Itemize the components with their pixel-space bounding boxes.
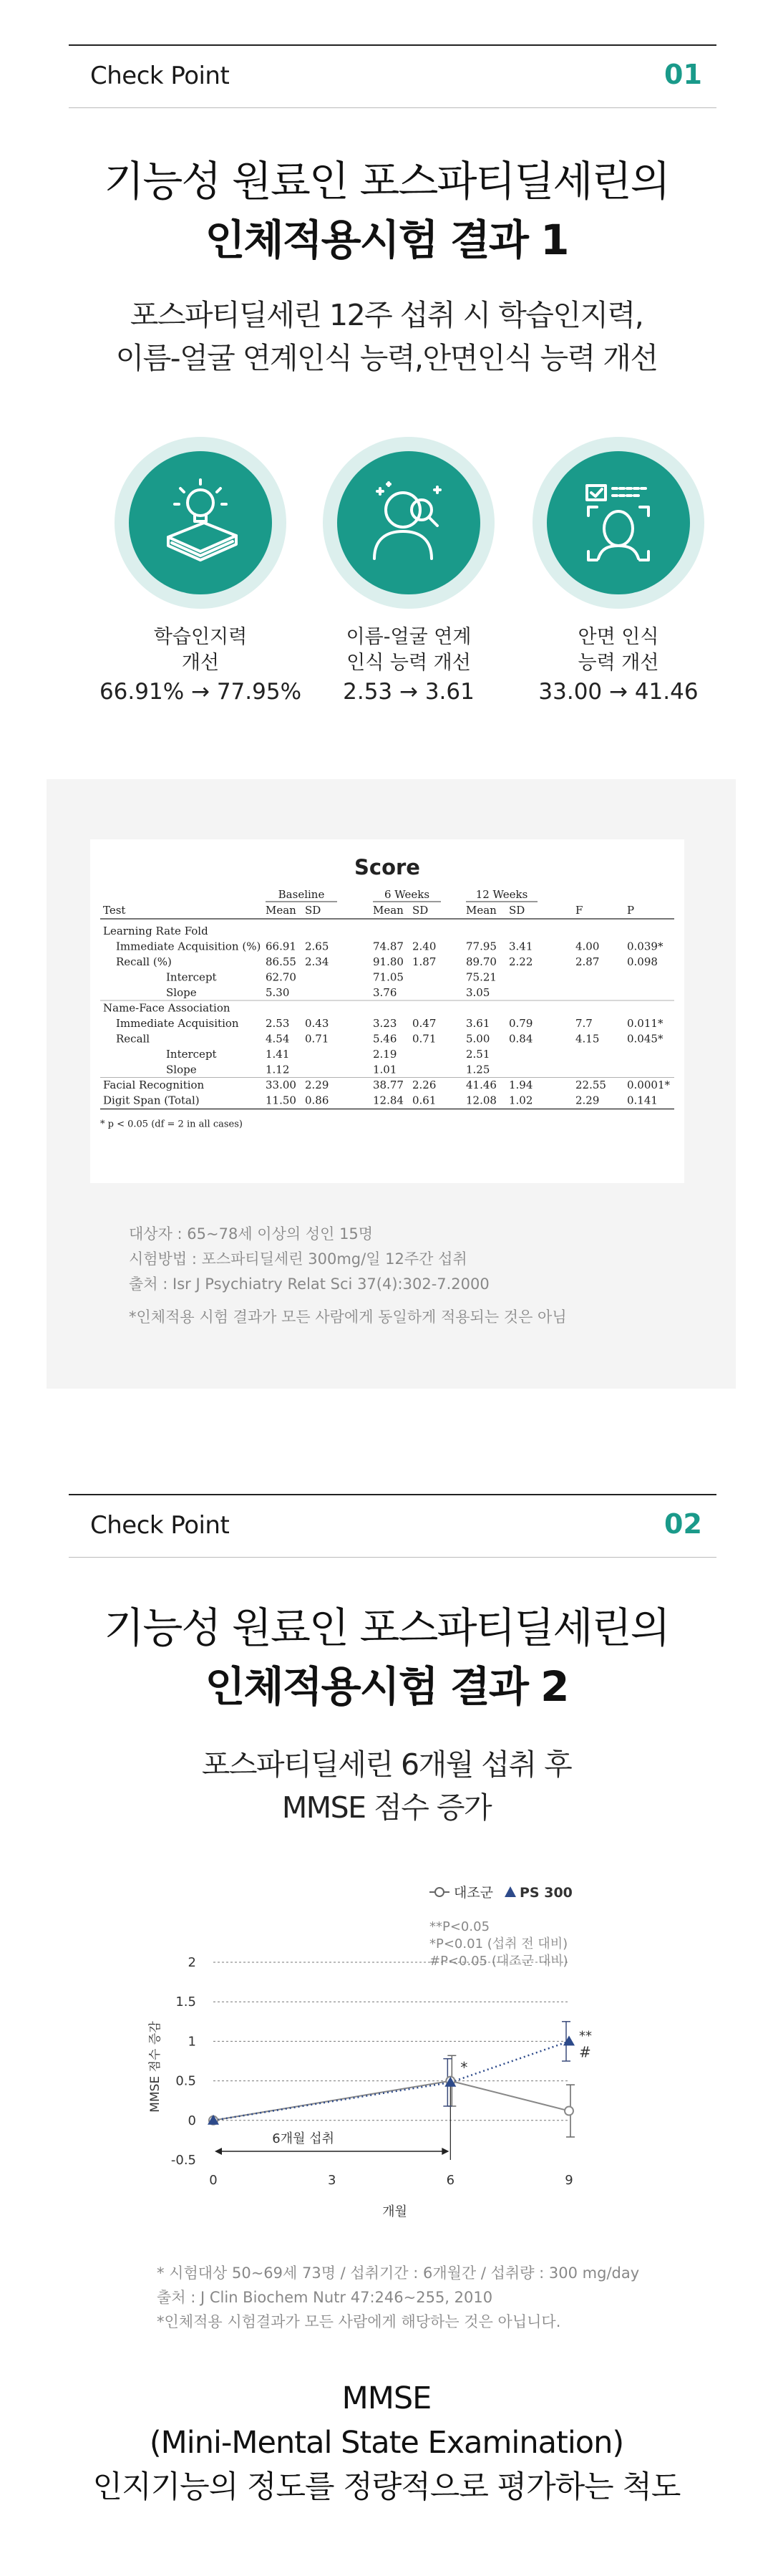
table-cell: 1.01 — [373, 1063, 397, 1076]
table-col-header: Mean — [266, 904, 296, 917]
table-cell: 0.039* — [627, 940, 663, 953]
y-tick-label: 1.5 — [175, 1994, 196, 2010]
table-col-header: SD — [412, 904, 429, 917]
chart-footnote-disclaimer: *인체적용 시험결과가 모든 사람에게 해당하는 것은 아닙니다. — [157, 2313, 561, 2330]
chart-annotation: #P<0.05 (대조군 대비) — [429, 1954, 568, 1969]
legend-label-ps: PS 300 — [520, 1885, 573, 1901]
table-cell: Facial Recognition — [103, 1079, 205, 1091]
table-cell: 33.00 — [266, 1079, 296, 1091]
legend-label-control: 대조군 — [454, 1885, 494, 1901]
table-cell: 2.40 — [412, 940, 437, 953]
table-cell: Immediate Acquisition (%) — [116, 940, 261, 953]
table-cell: 1.87 — [412, 955, 437, 968]
x-axis-label: 개월 — [382, 2204, 407, 2219]
table-cell: Intercept — [166, 970, 217, 984]
study-note-subjects: 대상자 : 65~78세 이상의 성인 15명 — [129, 1225, 374, 1243]
table-cell: 2.87 — [575, 955, 600, 968]
benefit-label-3: 안면 인식 능력 개선 — [578, 626, 659, 674]
table-cell: 71.05 — [373, 970, 404, 984]
table-cell: 2.22 — [509, 955, 533, 968]
table-cell: Slope — [166, 986, 197, 999]
study-note-disclaimer: *인체적용 시험 결과가 모든 사람에게 동일하게 적용되는 것은 아님 — [129, 1308, 567, 1326]
table-cell: 1.41 — [266, 1048, 290, 1061]
table-cell: Learning Rate Fold — [103, 925, 208, 937]
y-tick-label: 1 — [188, 2034, 196, 2050]
legend-marker-ps — [505, 1886, 516, 1897]
table-cell: 3.05 — [466, 986, 490, 999]
table-col-header: Test — [103, 904, 126, 917]
table-cell: Digit Span (Total) — [103, 1094, 200, 1107]
significance-mark: ** — [579, 2028, 592, 2044]
table-cell: 0.47 — [412, 1017, 437, 1030]
table-cell: Recall (%) — [116, 955, 172, 968]
table-col-header: Mean — [466, 904, 497, 917]
x-tick-label: 9 — [565, 2173, 573, 2188]
x-tick-label: 3 — [327, 2173, 336, 2188]
table-cell: 1.94 — [509, 1079, 533, 1091]
score-table-grid — [90, 839, 684, 1183]
table-cell: 0.141 — [627, 1094, 658, 1107]
table-cell: 3.41 — [509, 940, 533, 953]
table-cell: 3.23 — [373, 1017, 397, 1030]
table-cell: 91.80 — [373, 955, 404, 968]
table-cell: 62.70 — [266, 970, 296, 984]
table-cell: 2.53 — [266, 1017, 290, 1030]
checkpoint-divider — [69, 107, 716, 108]
benefit-value-3: 33.00 → 41.46 — [538, 679, 699, 705]
y-axis-label: MMSE 점수 증감 — [148, 2021, 162, 2113]
checkpoint-divider-2 — [69, 1557, 716, 1558]
data-point-control — [565, 2107, 573, 2116]
series-line-control — [213, 2081, 569, 2121]
face-recognition-icon — [533, 437, 704, 609]
table-cell: 0.71 — [305, 1032, 329, 1046]
table-cell: 1.12 — [266, 1063, 290, 1076]
study-note-method: 시험방법 : 포스파티딜세린 300mg/일 12주간 섭취 — [129, 1250, 467, 1268]
table-col-header: Mean — [373, 904, 404, 917]
table-col-header: F — [575, 904, 583, 917]
table-cell: 3.61 — [466, 1017, 490, 1030]
table-cell: 4.15 — [575, 1032, 600, 1046]
table-cell: 0.79 — [509, 1017, 533, 1030]
table-cell: 74.87 — [373, 940, 404, 953]
checkpoint-number-2: 02 — [664, 1508, 702, 1540]
table-cell: 2.29 — [575, 1094, 600, 1107]
mmse-chart — [0, 1862, 773, 2234]
table-cell: 12.08 — [466, 1094, 497, 1107]
table-cell: 0.84 — [509, 1032, 533, 1046]
table-footnote: * p < 0.05 (df = 2 in all cases) — [100, 1119, 243, 1130]
table-cell: 89.70 — [466, 955, 497, 968]
table-cell: 1.25 — [466, 1063, 490, 1076]
x-tick-label: 0 — [209, 2173, 218, 2188]
checkpoint-label-2: Check Point — [90, 1511, 230, 1540]
table-cell: 0.098 — [627, 955, 658, 968]
table-col-header: SD — [305, 904, 321, 917]
table-cell: 77.95 — [466, 940, 497, 953]
legend-marker-control — [435, 1888, 444, 1896]
data-point-ps — [563, 2035, 575, 2045]
period-label: 6개월 섭취 — [272, 2131, 335, 2146]
table-cell: 86.55 — [266, 955, 296, 968]
period-arrow-right — [442, 2148, 449, 2155]
table-cell: 2.34 — [305, 955, 329, 968]
section-subtitle: 포스파티딜세린 12주 섭취 시 학습인지력, 이름-얼굴 연계인식 능력,안면인식 능력 개선 — [115, 298, 658, 375]
table-cell: 4.54 — [266, 1032, 290, 1046]
table-cell: 2.65 — [305, 940, 329, 953]
table-col-header: SD — [509, 904, 525, 917]
benefit-value-2: 2.53 → 3.61 — [343, 679, 475, 705]
top-rule-2 — [69, 1494, 716, 1495]
y-tick-label: 0.5 — [175, 2073, 196, 2089]
benefit-label-1: 학습인지력 개선 — [153, 626, 248, 674]
benefit-value-1: 66.91% → 77.95% — [99, 679, 302, 705]
table-cell: 66.91 — [266, 940, 296, 953]
benefit-label-2: 이름-얼굴 연계 인식 능력 개선 — [346, 626, 472, 674]
table-group-header: 6 Weeks — [384, 888, 430, 901]
table-cell: 41.46 — [466, 1079, 497, 1091]
checkpoint-label: Check Point — [90, 62, 230, 90]
table-cell: 7.7 — [575, 1017, 593, 1030]
table-cell: Name-Face Association — [103, 1001, 230, 1015]
period-arrow-left — [215, 2148, 222, 2155]
top-rule — [69, 44, 716, 46]
table-cell: 0.61 — [412, 1094, 437, 1107]
checkpoint-number: 01 — [664, 59, 702, 90]
table-cell: 0.045* — [627, 1032, 663, 1046]
y-tick-label: -0.5 — [170, 2153, 196, 2168]
y-tick-label: 2 — [188, 1955, 196, 1970]
book-lightbulb-icon — [115, 437, 286, 609]
table-cell: 0.011* — [627, 1017, 663, 1030]
table-cell: 5.46 — [373, 1032, 397, 1046]
section-title-2: 기능성 원료인 포스파티딜세린의 인체적용시험 결과 2 — [104, 1603, 669, 1711]
table-cell: 0.71 — [412, 1032, 437, 1046]
section-title: 기능성 원료인 포스파티딜세린의 인체적용시험 결과 1 — [104, 157, 669, 264]
table-group-header: 12 Weeks — [475, 888, 528, 901]
table-cell: 2.29 — [305, 1079, 329, 1091]
table-col-header: P — [627, 904, 635, 917]
table-group-header: Baseline — [278, 888, 325, 901]
table-cell: Slope — [166, 1063, 197, 1076]
significance-mark: # — [579, 2043, 591, 2061]
table-cell: 2.26 — [412, 1079, 437, 1091]
chart-footnote-source: 출처 : J Clin Biochem Nutr 47:246~255, 2010 — [157, 2289, 493, 2306]
study-note-source: 출처 : Isr J Psychiatry Relat Sci 37(4):302-7.2000 — [129, 1275, 490, 1293]
y-tick-label: 0 — [188, 2113, 196, 2128]
table-cell: 5.30 — [266, 986, 290, 999]
chart-footnote-subjects: * 시험대상 50~69세 73명 / 섭취기간 : 6개월간 / 섭취량 : 300 mg/day — [157, 2264, 640, 2282]
person-magnifier-icon — [323, 437, 495, 609]
table-cell: 22.55 — [575, 1079, 606, 1091]
table-cell: Recall — [116, 1032, 150, 1046]
table-cell: Intercept — [166, 1048, 217, 1061]
table-cell: 0.86 — [305, 1094, 329, 1107]
table-cell: 4.00 — [575, 940, 600, 953]
table-cell: 0.0001* — [627, 1079, 670, 1091]
table-cell: 0.43 — [305, 1017, 329, 1030]
score-table-title: Score — [354, 855, 420, 879]
score-table — [90, 839, 684, 1183]
table-cell: 2.51 — [466, 1048, 490, 1061]
table-cell: Immediate Acquisition — [116, 1017, 239, 1030]
table-cell: 38.77 — [373, 1079, 404, 1091]
chart-annotation: **P<0.05 — [429, 1919, 490, 1934]
table-cell: 75.21 — [466, 970, 497, 984]
table-cell: 12.84 — [373, 1094, 404, 1107]
table-cell: 2.19 — [373, 1048, 397, 1061]
table-cell: 3.76 — [373, 986, 397, 999]
table-cell: 5.00 — [466, 1032, 490, 1046]
table-cell: 1.02 — [509, 1094, 533, 1107]
x-tick-label: 6 — [446, 2173, 455, 2188]
significance-mark: * — [460, 2058, 468, 2076]
table-cell: 11.50 — [266, 1094, 296, 1107]
section-subtitle-2: 포스파티딜세린 6개월 섭취 후 MMSE 점수 증가 — [201, 1747, 572, 1825]
chart-annotation: *P<0.01 (섭취 전 대비) — [429, 1936, 568, 1952]
mmse-definition: MMSE (Mini-Mental State Examination) 인지기능의 정도를 정량적으로 평가하는 척도 — [92, 2380, 681, 2505]
